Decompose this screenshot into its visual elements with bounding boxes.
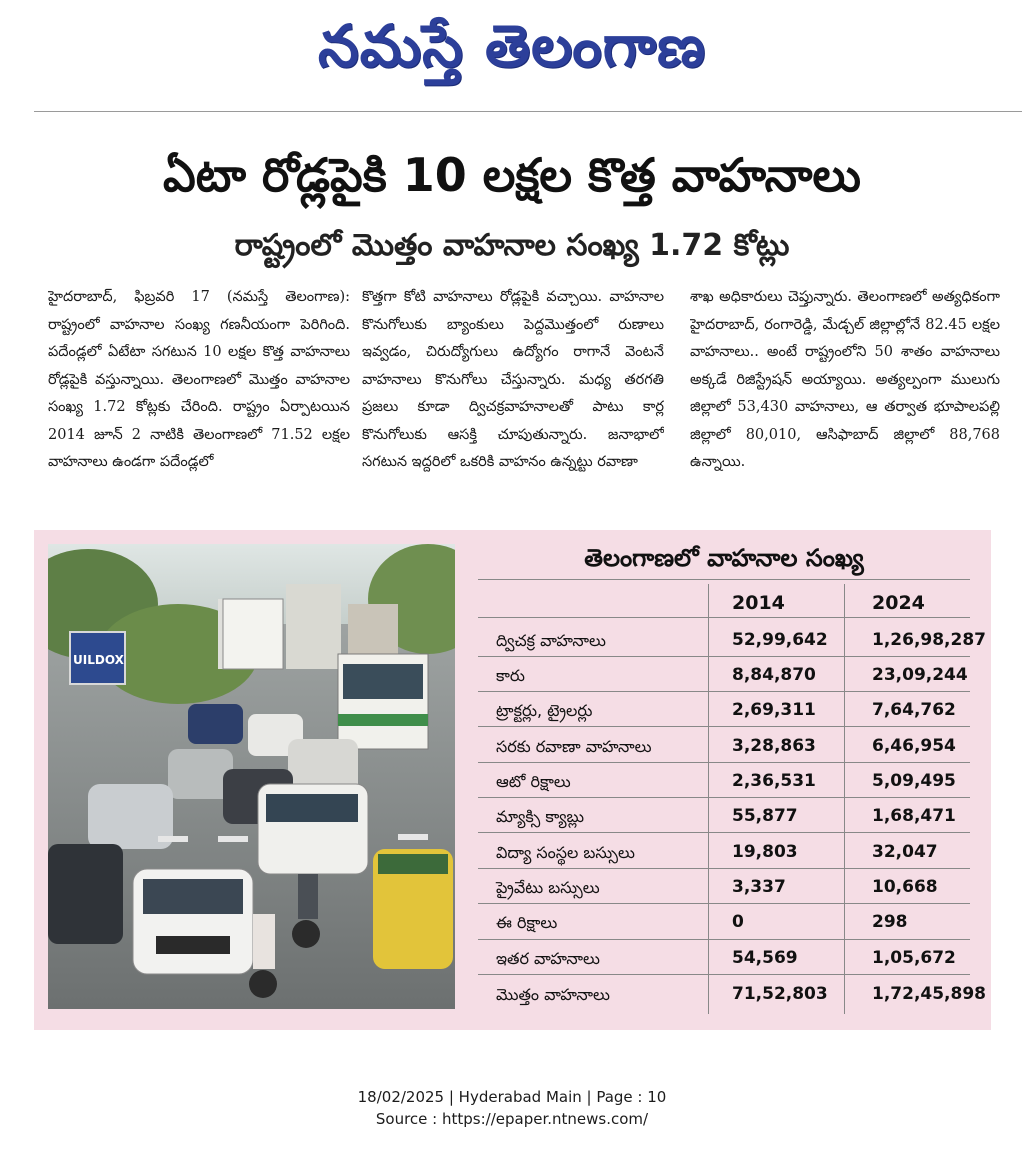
table-header-2024: 2024 [872,592,925,614]
row-value-2014: 2,69,311 [732,700,816,720]
row-value-2024: 298 [872,912,908,932]
row-label: ద్విచక్ర వాహనాలు [496,631,606,650]
row-value-2014: 3,28,863 [732,736,816,756]
row-label: ఈ రిక్షాలు [496,913,558,932]
row-rule [478,974,970,975]
subheadline: రాష్ట్రంలో మొత్తం వాహనాల సంఖ్య 1.72 కోట్లు [234,228,790,263]
table-top-rule [478,579,970,580]
row-label: విద్యా సంస్థల బస్సులు [496,843,635,862]
article-column-1: హైదరాబాద్, ఫిబ్రవరి 17 (నమస్తే తెలంగాణ): రాష్ట్రంలో వాహనాల సంఖ్య గణనీయంగా పెరిగింది. పదేండ్లలో ఏటేటా సగటున 10 లక్షల కొత్త వాహనాలు రోడ్లపైకి వస్తున్నాయి. తెలంగాణలో మొత్తం వాహనాల సంఖ్య 1.72 కోట్లకు చేరింది. రాష్ట్రం ఏర్పాటయిన 2014 జూన్ 2 నాటికి తెలంగాణలో 71.52 లక్షల వాహనాలు ఉండగా పదేండ్లలో [48,289,350,470]
table-row [478,764,970,799]
row-value-2024: 1,72,45,898 [872,984,987,1004]
article-column-3: శాఖ అధికారులు చెప్తున్నారు. తెలంగాణలో అత్యధికంగా హైదరాబాద్, రంగారెడ్డి, మేడ్చల్ జిల్లాల్లోనే 82.45 లక్షల వాహనాలు.. అంటే రాష్ట్రంలోని 50 శాతం వాహనాలు అక్కడే రిజిస్ట్రేషన్ అయ్యాయి. అత్యల్పంగా ములుగు జిల్లాలో 53,430 వాహనాలు, ఆ తర్వాత భూపాలపల్లి జిల్లాలో 80,010, ఆసిఫాబాద్ జిల్లాలో 88,768 ఉన్నాయి. [690,289,1000,470]
row-rule [478,832,970,833]
table-row [478,905,970,940]
row-rule [478,762,970,763]
row-value-2024: 6,46,954 [872,736,956,756]
article-column-2: కొత్తగా కోటి వాహనాలు రోడ్లపైకి వచ్చాయి. వాహనాల కొనుగోలుకు బ్యాంకులు పెద్దమొత్తంలో రుణాలు ఇవ్వడం, చిరుద్యోగులు ఉద్యోగం రాగానే వెంటనే వాహనాలు కొనుగోలు చేస్తున్నారు. మధ్య తరగతి ప్రజలు కూడా ద్విచక్రవాహనాలతో పాటు కార్ల కొనుగోలుకు ఆసక్తి చూపుతున్నారు. జనాభాలో సగటున ఇద్దరిలో ఒకరికి వాహనం ఉన్నట్టు రవాణా [362,289,664,470]
row-label: ప్రైవేటు బస్సులు [496,878,600,897]
row-label: మొత్తం వాహనాలు [496,985,610,1004]
table-row-total [478,977,987,1012]
table-row [478,799,970,834]
table-header-rule [478,617,970,618]
row-rule [478,939,970,940]
table-row [478,835,970,870]
table-row [478,941,970,976]
table-row [478,658,970,693]
table-header-2014: 2014 [732,592,785,614]
row-value-2024: 32,047 [872,842,938,862]
shop-sign-text: UILDOX [73,653,124,667]
table-row [478,693,970,728]
row-rule [478,868,970,869]
table-title: తెలంగాణలో వాహనాల సంఖ్య [584,544,864,572]
row-rule [478,691,970,692]
row-label: ఇతర వాహనాలు [496,949,600,968]
row-value-2014: 19,803 [732,842,798,862]
row-value-2024: 1,68,471 [872,806,956,826]
row-value-2014: 2,36,531 [732,771,816,791]
row-label: ట్రాక్టర్లు, ట్రైలర్లు [496,701,593,720]
row-rule [478,797,970,798]
headline: ఏటా రోడ్లపైకి 10 లక్షల కొత్త వాహనాలు [163,148,861,202]
row-value-2014: 55,877 [732,806,798,826]
row-rule [478,903,970,904]
row-label: ఆటో రిక్షాలు [496,772,571,791]
footer-source-link[interactable]: Source : https://epaper.ntnews.com/ [375,1110,649,1128]
row-value-2014: 8,84,870 [732,665,816,685]
row-rule [478,656,970,657]
row-value-2024: 23,09,244 [872,665,968,685]
row-value-2014: 71,52,803 [732,984,828,1004]
row-value-2014: 0 [732,912,744,932]
row-label: మ్యాక్సి క్యాబ్లు [496,807,585,826]
row-value-2024: 7,64,762 [872,700,956,720]
row-value-2014: 54,569 [732,948,798,968]
row-value-2014: 3,337 [732,877,786,897]
row-value-2024: 10,668 [872,877,938,897]
table-row [478,623,987,658]
row-value-2014: 52,99,642 [732,630,828,650]
row-rule [478,726,970,727]
row-label: కారు [496,666,525,685]
masthead-logo: నమస్తే తెలంగాణ [318,12,706,80]
table-row [478,729,970,764]
row-value-2024: 1,05,672 [872,948,956,968]
table-row [478,870,970,905]
row-label: సరకు రవాణా వాహనాలు [496,737,652,756]
footer-edition-info: 18/02/2025 | Hyderabad Main | Page : 10 [357,1088,667,1106]
row-value-2024: 5,09,495 [872,771,956,791]
masthead-divider [34,111,1022,112]
traffic-photo [48,544,455,1009]
row-value-2024: 1,26,98,287 [872,630,987,650]
